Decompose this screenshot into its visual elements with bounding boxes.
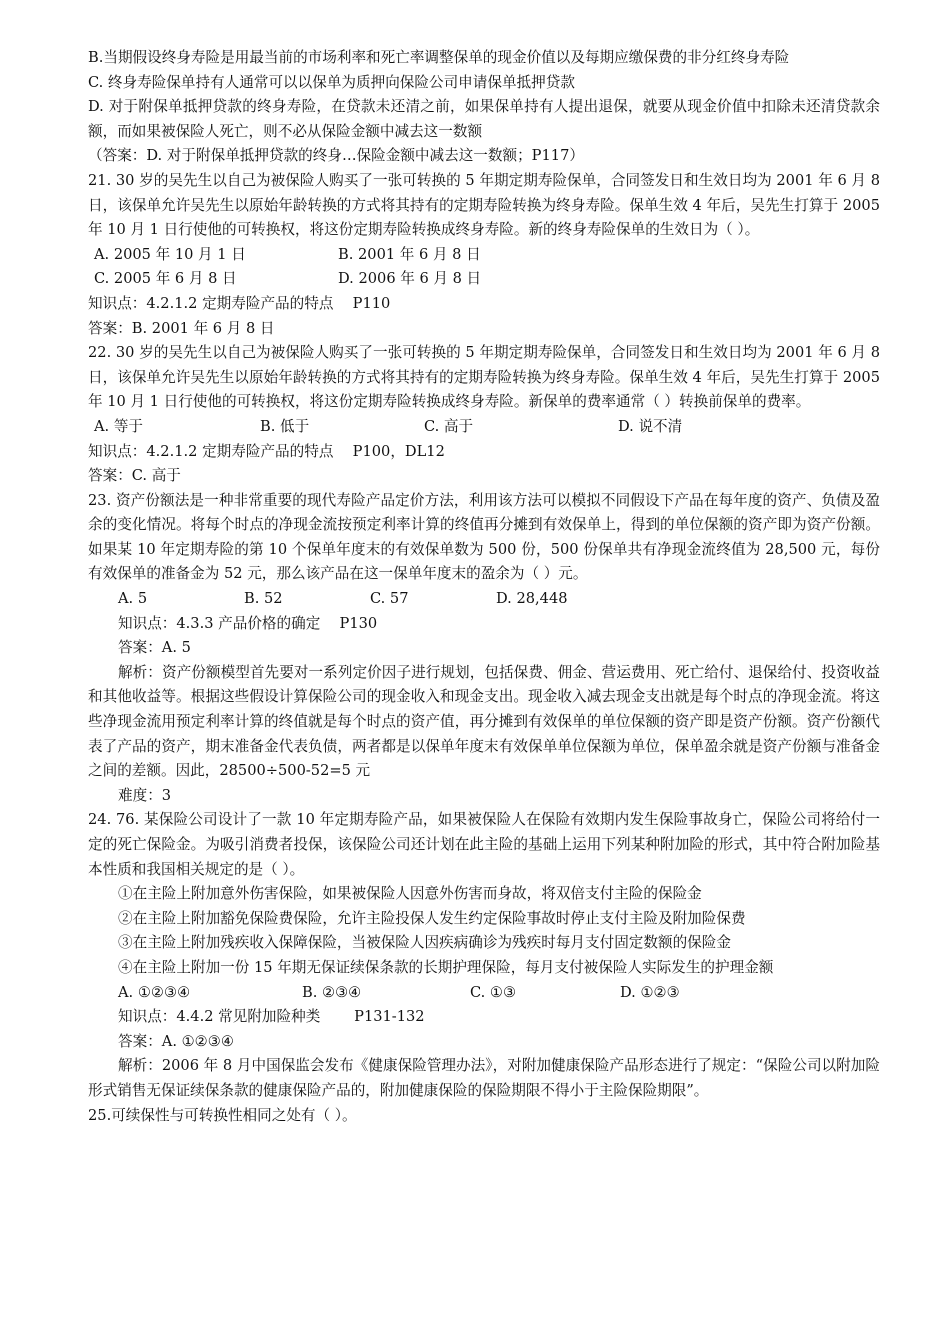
- q22-stem: 22. 30 岁的吴先生以自己为被保险人购买了一张可转换的 5 年期定期寿险保单，合同签发日和生效日均为 2001 年 6 月 8 日，该保单允许吴先生以原始年龄转换的方式将其持有的定期寿险转换为终身寿险。保单生效 4 年后，吴先生打算于 2005 年 10 月 1 日行使他的可转换权，将这份定期寿险转换成终身寿险。新保单的费率通常（ ）转换前保单的费率。: [88, 344, 880, 411]
- q23-stem: 23. 资产份额法是一种非常重要的现代寿险产品定价方法，利用该方法可以模拟不同假设下产品在每年度的资产、负债及盈余的变化情况。将每个时点的净现金流按预定利率计算的终值再分摊到有效保单上，得到的单位保额的资产即为资产份额。如果某 10 年定期寿险的第 10 个保单年度末的有效保单数为 500 份，500 份保单共有净现金流终值为 28,500 元，每份有效保单的准备金为 52 元，那么该产品在这一保单年度末的盈余为（ ）元。: [88, 491, 880, 583]
- q24-stem: 24. 76. 某保险公司设计了一款 10 年定期寿险产品，如果被保险人在保险有效期内发生保险事故身亡，保险公司将给付一定的死亡保险金。为吸引消费者投保，该保险公司还计划在此主险的基础上运用下列某种附加险的形式，其中符合附加险基本性质和我国相关规定的是（ ）。: [88, 811, 880, 878]
- q21-stem: 21. 30 岁的吴先生以自己为被保险人购买了一张可转换的 5 年期定期寿险保单，合同签发日和生效日均为 2001 年 6 月 8 日，该保单允许吴先生以原始年龄转换的方式将其持有的定期寿险转换为终身寿险。保单生效 4 年后，吴先生打算于 2005 年 10 月 1 日行使他的可转换权，将这份定期寿险转换成终身寿险。新的终身寿险保单的生效日为（ ）。: [88, 171, 880, 239]
- q24-item-2: ②在主险上附加豁免保险费保险，允许主险投保人发生约定保险事故时停止支付主险及附加险保费: [118, 909, 746, 927]
- q21-option-a: A. 2005 年 10 月 1 日: [94, 245, 246, 263]
- q22-option-c: C. 高于: [424, 417, 474, 435]
- q22-answer: 答案：C. 高于: [88, 467, 181, 485]
- q24-option-a: A. ①②③④: [118, 983, 191, 1001]
- q24-option-d: D. ①②③: [620, 983, 680, 1001]
- q20-answer: （答案：D. 对于附保单抵押贷款的终身…保险金额中减去这一数额；P117）: [88, 147, 584, 165]
- q23-knowledge-point: 知识点：4.3.3 产品价格的确定 P130: [118, 614, 378, 632]
- q20-option-c: C. 终身寿险保单持有人通常可以以保单为质押向保险公司申请保单抵押贷款: [88, 73, 575, 91]
- q22-options: [88, 415, 880, 440]
- q21-option-c: C. 2005 年 6 月 8 日: [94, 270, 237, 288]
- q23-options: [88, 587, 880, 612]
- q25-stem: 25.可续保性与可转换性相同之处有（ ）。: [88, 1106, 357, 1124]
- q23-option-b: B. 52: [244, 590, 283, 608]
- q24-item-1: ①在主险上附加意外伤害保险，如果被保险人因意外伤害而身故，将双倍支付主险的保险金: [118, 885, 702, 903]
- q21-answer: 答案：B. 2001 年 6 月 8 日: [88, 319, 275, 337]
- q23-option-a: A. 5: [118, 590, 148, 608]
- q20-option-b: B.当期假设终身寿险是用最当前的市场利率和死亡率调整保单的现金价值以及每期应缴保费的非分红终身寿险: [88, 49, 790, 66]
- q23-answer: 答案：A. 5: [118, 639, 191, 657]
- q23-analysis: 解析：资产份额模型首先要对一系列定价因子进行规划，包括保费、佣金、营运费用、死亡给付、退保给付、投资收益和其他收益等。根据这些假设计算保险公司的现金收入和现金支出。现金收入减去现金支出就是每个时点的净现金流。将这些净现金流用预定利率计算的终值就是每个时点的资产值，再分摊到有效保单的单位保额的资产即是资产份额。资产份额代表了产品的资产，期末准备金代表负债，两者都是以保单年度末有效保单单位保额为单位，保单盈余就是资产份额与准备金之间的差额。因此，28500÷500-52=5 元: [88, 663, 880, 780]
- q24-answer: 答案：A. ①②③④: [118, 1032, 234, 1050]
- q24-analysis: 解析：2006 年 8 月中国保监会发布《健康保险管理办法》，对附加健康保险产品形态进行了规定：“保险公司以附加险形式销售无保证续保条款的健康保险产品的，附加健康保险的保险期限不得小于主险保险期限”。: [88, 1057, 880, 1099]
- q22-option-a: A. 等于: [94, 417, 144, 435]
- q22-knowledge-point: 知识点：4.2.1.2 定期寿险产品的特点 P100，DL12: [88, 442, 445, 460]
- q24-options: [88, 981, 880, 1006]
- q21-options-row1: [88, 243, 880, 268]
- q24-option-c: C. ①③: [470, 983, 517, 1001]
- q24-item-4: ④在主险上附加一份 15 年期无保证续保条款的长期护理保险，每月支付被保险人实际发生的护理金额: [118, 958, 774, 976]
- q23-option-c: C. 57: [370, 590, 409, 608]
- q21-options-row2: [88, 267, 880, 292]
- q22-option-d: D. 说不清: [618, 417, 683, 435]
- q24-knowledge-point: 知识点：4.4.2 常见附加险种类 P131-132: [118, 1008, 425, 1026]
- q21-option-d: D. 2006 年 6 月 8 日: [338, 270, 482, 288]
- q23-difficulty: 难度：3: [118, 786, 172, 804]
- q22-option-b: B. 低于: [260, 417, 310, 435]
- q21-option-b: B. 2001 年 6 月 8 日: [338, 245, 481, 263]
- q23-option-d: D. 28,448: [496, 590, 568, 608]
- q21-knowledge-point: 知识点：4.2.1.2 定期寿险产品的特点 P110: [88, 294, 391, 312]
- q24-item-3: ③在主险上附加残疾收入保障保险，当被保险人因疾病确诊为残疾时每月支付固定数额的保险金: [118, 934, 731, 952]
- q20-option-d: D. 对于附保单抵押贷款的终身寿险，在贷款未还清之前，如果保单持有人提出退保，就要从现金价值中扣除未还清贷款余额，而如果被保险人死亡，则不必从保险金额中减去这一数额: [88, 98, 880, 140]
- q24-option-b: B. ②③④: [302, 983, 362, 1001]
